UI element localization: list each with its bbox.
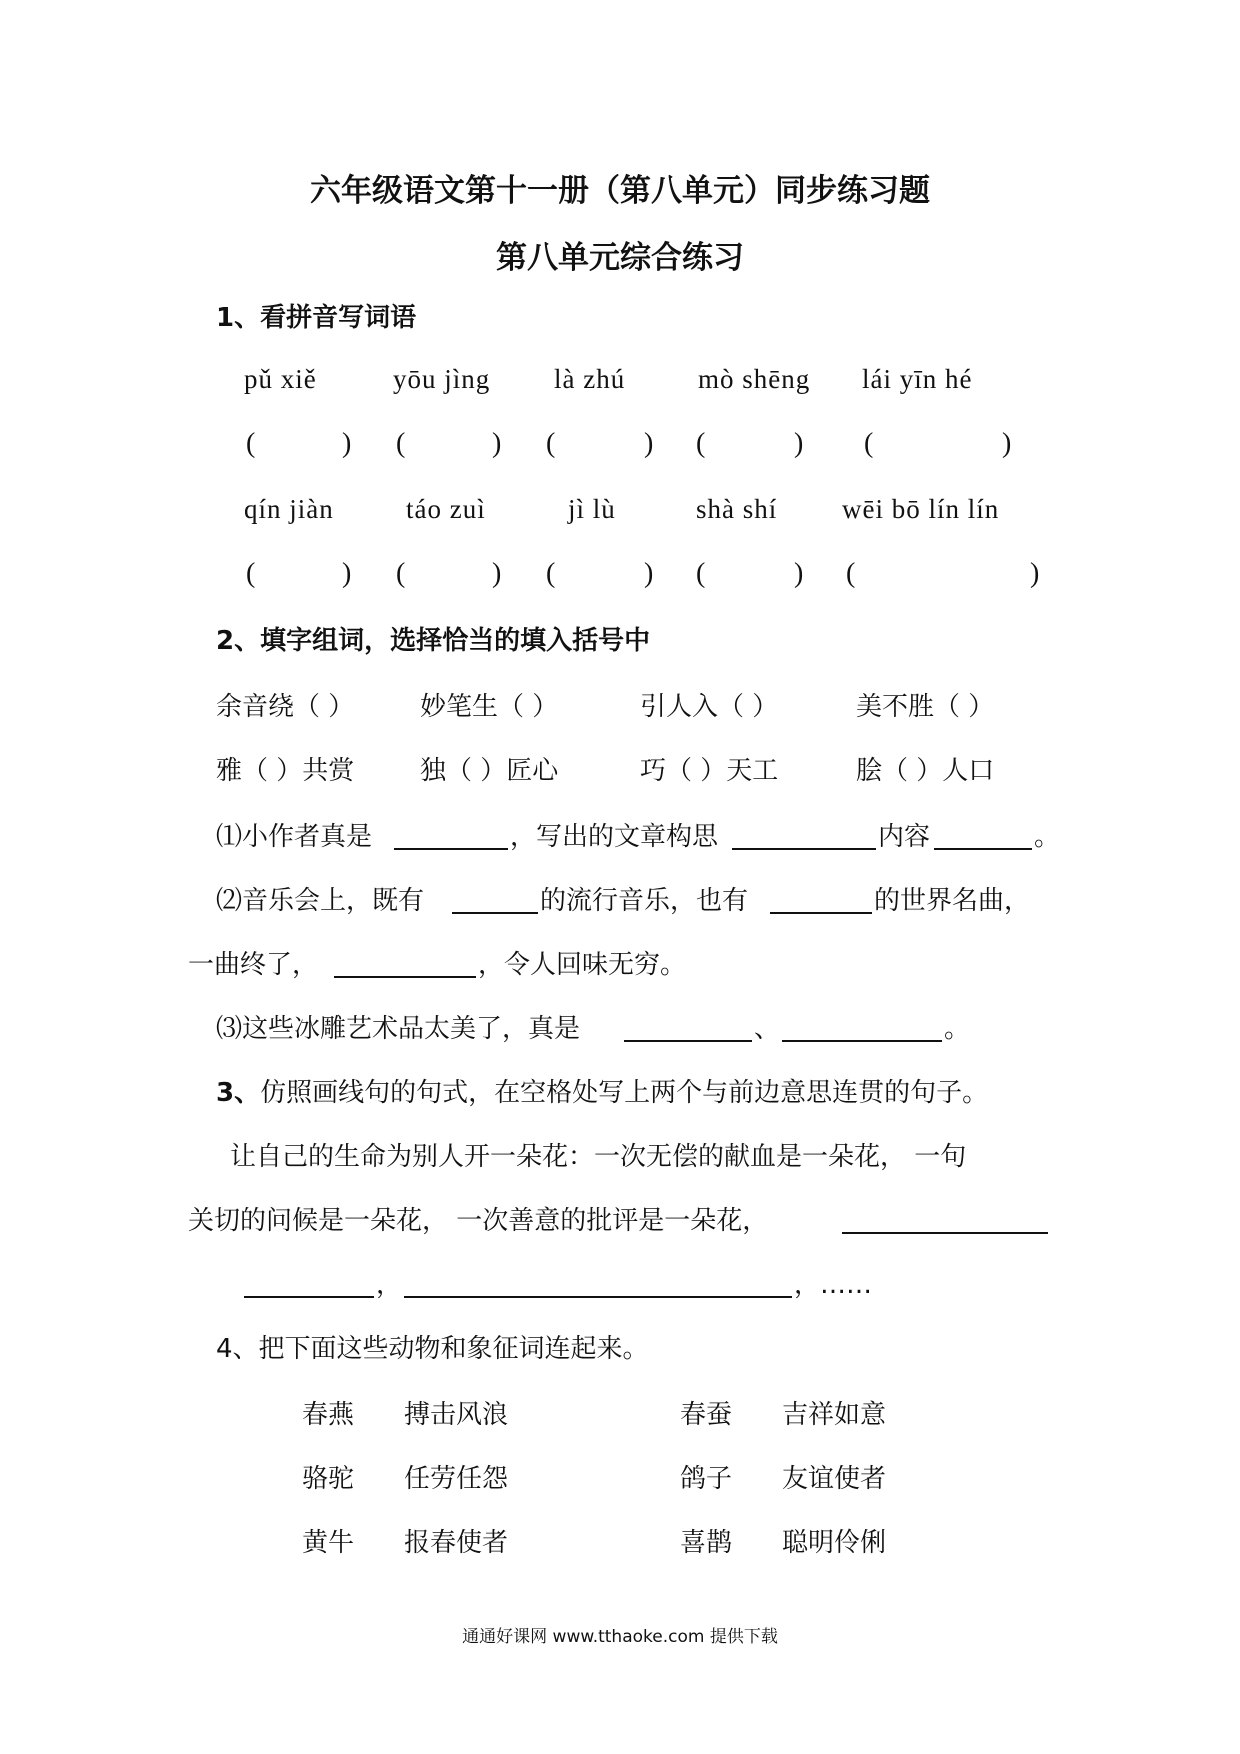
q3-line-1: 让自己的生命为别人开一朵花：一次无偿的献血是一朵花， 一句 — [230, 1142, 967, 1172]
sentence-text: 的世界名曲， — [874, 886, 1031, 916]
animal-label: 喜鹊 — [680, 1528, 733, 1558]
sentence-text: 。 — [944, 1014, 971, 1044]
paren-open: ( — [546, 558, 556, 589]
sentence-text: ⑵音乐会上，既有 — [216, 886, 425, 916]
q1-heading: 1、看拼音写词语 — [216, 303, 417, 333]
paren-open: ( — [546, 428, 556, 459]
page-footer: 通通好课网 www.tthaoke.com 提供下载 — [462, 1627, 778, 1647]
idiom-item: 雅（ ）共赏 — [216, 756, 355, 786]
q3-heading — [216, 1072, 988, 1109]
paren-open: ( — [846, 558, 856, 589]
symbol-label: 任劳任怨 — [404, 1464, 509, 1494]
symbol-label: 吉祥如意 — [782, 1400, 887, 1430]
paren-close: ) — [644, 428, 654, 459]
paren-close: ) — [492, 428, 502, 459]
paren-close: ) — [492, 558, 502, 589]
q3-instruction: 仿照画线句的句式，在空格处写上两个与前边意思连贯的句子。 — [260, 1078, 989, 1108]
answer-blank[interactable] — [770, 912, 872, 914]
paren-close: ) — [342, 558, 352, 589]
sentence-text: ⑶这些冰雕艺术品太美了，真是 — [216, 1014, 581, 1044]
idiom-item: 引人入（ ） — [640, 692, 779, 722]
answer-blank[interactable] — [404, 1296, 792, 1298]
paren-close: ) — [794, 428, 804, 459]
q3-ellipsis: ，…… — [794, 1270, 873, 1300]
paren-open: ( — [246, 428, 256, 459]
paren-open: ( — [696, 558, 706, 589]
idiom-item: 美不胜（ ） — [856, 692, 995, 722]
animal-label: 骆驼 — [302, 1464, 355, 1494]
symbol-label: 报春使者 — [404, 1528, 509, 1558]
symbol-label: 聪明伶俐 — [782, 1528, 887, 1558]
paren-open: ( — [246, 558, 256, 589]
pinyin-item: là zhú — [554, 364, 626, 394]
idiom-item: 妙笔生（ ） — [420, 692, 559, 722]
symbol-label: 搏击风浪 — [404, 1400, 509, 1430]
page-title: 六年级语文第十一册（第八单元）同步练习题 — [310, 173, 930, 209]
idiom-item: 脍（ ）人口 — [856, 756, 995, 786]
paren-open: ( — [396, 428, 406, 459]
q2-heading: 2、填字组词，选择恰当的填入括号中 — [216, 626, 651, 656]
sentence-text: 一曲终了， — [188, 950, 319, 980]
animal-label: 黄牛 — [302, 1528, 355, 1558]
q3-comma: ， — [376, 1270, 403, 1300]
pinyin-item: mò shēng — [698, 364, 811, 394]
answer-blank[interactable] — [782, 1040, 942, 1042]
answer-blank[interactable] — [934, 848, 1032, 850]
sentence-text: ，写出的文章构思 — [510, 822, 719, 852]
sentence-text: ⑴小作者真是 — [216, 822, 373, 852]
answer-blank[interactable] — [842, 1232, 1048, 1234]
animal-label: 鸽子 — [680, 1464, 733, 1494]
answer-blank[interactable] — [452, 912, 538, 914]
pinyin-item: pǔ xiě — [244, 364, 317, 394]
paren-open: ( — [864, 428, 874, 459]
pinyin-item: táo zuì — [406, 494, 486, 524]
pinyin-item: lái yīn hé — [862, 364, 973, 394]
sentence-text: 。 — [1034, 822, 1061, 852]
paren-close: ) — [644, 558, 654, 589]
answer-blank[interactable] — [624, 1040, 752, 1042]
animal-label: 春燕 — [302, 1400, 355, 1430]
pinyin-item: qín jiàn — [244, 494, 334, 524]
paren-close: ) — [794, 558, 804, 589]
pinyin-item: shà shí — [696, 494, 778, 524]
sentence-text: 、 — [754, 1014, 781, 1044]
paren-open: ( — [696, 428, 706, 459]
paren-open: ( — [396, 558, 406, 589]
sentence-text: ，令人回味无穷。 — [478, 950, 687, 980]
sentence-text: 内容 — [878, 822, 931, 852]
q3-number: 3、 — [216, 1078, 261, 1108]
symbol-label: 友谊使者 — [782, 1464, 887, 1494]
idiom-item: 余音绕（ ） — [216, 692, 355, 722]
pinyin-item: wēi bō lín lín — [842, 494, 1000, 524]
idiom-item: 独（ ）匠心 — [420, 756, 559, 786]
pinyin-item: jì lù — [568, 494, 616, 524]
sentence-text: 的流行音乐，也有 — [540, 886, 749, 916]
idiom-item: 巧（ ）天工 — [640, 756, 779, 786]
paren-close: ) — [342, 428, 352, 459]
answer-blank[interactable] — [394, 848, 508, 850]
q4-heading: 4、把下面这些动物和象征词连起来。 — [216, 1334, 649, 1364]
pinyin-item: yōu jìng — [393, 364, 491, 394]
page-subtitle: 第八单元综合练习 — [496, 240, 744, 276]
paren-close: ) — [1002, 428, 1012, 459]
paren-close: ) — [1030, 558, 1040, 589]
answer-blank[interactable] — [244, 1296, 374, 1298]
answer-blank[interactable] — [732, 848, 876, 850]
animal-label: 春蚕 — [680, 1400, 733, 1430]
q3-line-2: 关切的问候是一朵花， 一次善意的批评是一朵花， — [188, 1206, 769, 1236]
answer-blank[interactable] — [334, 976, 476, 978]
